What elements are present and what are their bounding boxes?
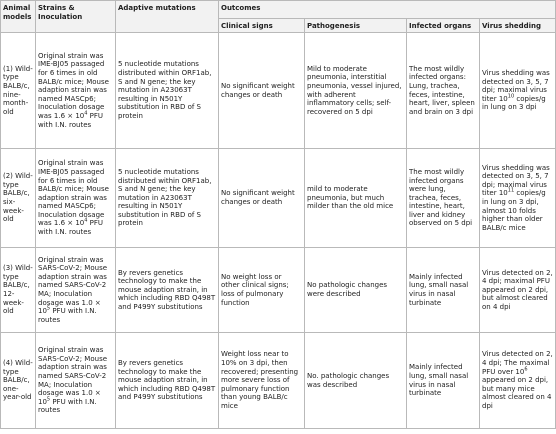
table-row	[1, 248, 556, 333]
cell-organs: Mainly infected lung, small nasal virus in nasal turbinate	[407, 333, 480, 429]
cell-pathogenesis: mild to moderate pneumonia, but much milder than the old mice	[305, 149, 407, 248]
header-outcomes: Outcomes	[219, 1, 556, 19]
cell-clinical: No weight loss or other clinical signs; loss of pulmonary function	[219, 248, 305, 333]
header-virus-shedding: Virus shedding	[480, 19, 556, 33]
table-row	[1, 333, 556, 429]
cell-organs: The most wildly infected organs were lung, trachea, feces, intestine, heart, liver and kidney observed on 5 dpi	[407, 149, 480, 248]
cell-organs: The most wildly infected organs: Lung, trachea, feces, intestine, heart, liver, spleen and brain on 3 dpi	[407, 33, 480, 149]
header-infected-organs: Infected organs	[407, 19, 480, 33]
header-pathogenesis: Pathogenesis	[305, 19, 407, 33]
header-strains: Strains & Inoculation	[36, 1, 116, 33]
cell-clinical: No significant weight changes or death	[219, 33, 305, 149]
header-clinical-signs: Clinical signs	[219, 19, 305, 33]
table-row	[1, 33, 556, 149]
cell-model: (1) Wild-type BALB/c, nine-month-old	[1, 33, 36, 149]
cell-mutations: By revers genetics technology to make the mouse adaption strain, in which including RBD Q498T and P499Y substitutions	[116, 333, 219, 429]
cell-model: (3) Wild-type BALB/c, 12-week-old	[1, 248, 36, 333]
header-animal-models: Animal models	[1, 1, 36, 33]
cell-pathogenesis: Mild to moderate pneumonia, interstitial pneumonia, vessel injured, with adherent inflammatory cells; self-recovered on 5 dpi	[305, 33, 407, 149]
cell-mutations: 5 nucleotide mutations distributed within ORF1ab, S and N gene; the key mutation in A23063T resulting in N501Y substitution in RBD of S protein	[116, 149, 219, 248]
header-row	[1, 1, 556, 19]
cell-model: (4) Wild-type BALB/c, one-year-old	[1, 333, 36, 429]
cell-mutations: By revers genetics technology to make the mouse adaption strain, in which including RBD Q498T and P499Y substitutions	[116, 248, 219, 333]
cell-shedding: Virus detected on 2, 4 dpi; maximal PFU appeared on 2 dpi, but almost cleared on 4 dpi	[480, 248, 556, 333]
cell-shedding: Virus shedding was detected on 3, 5, 7 dpi; maximal virus titer $10^{11}$ copies/g in lung on 3 dpi, almost 10 folds higher than older BALB/c mice	[480, 149, 556, 248]
table-row	[1, 149, 556, 248]
cell-strain: Original strain was IME-BJ05 passaged for 6 times in old BALB/c mice; Mouse adaption strain was named MASCp6; Inoculation dosage was $1.6 \times 10^4$ PFU with I.N. routes	[36, 33, 116, 149]
header-adaptive-mutations: Adaptive mutations	[116, 1, 219, 33]
cell-strain: Original strain was SARS-CoV-2; Mouse adaption strain was named SARS-CoV-2 MA; Inoculation dosage was $1.0 \times 10^5$ PFU with I.N. routes	[36, 333, 116, 429]
cell-clinical: No significant weight changes or death	[219, 149, 305, 248]
cell-clinical: Weight loss near to 10% on 3 dpi, then recovered; presenting more severe loss of pulmonary function than young BALB/c mice	[219, 333, 305, 429]
cell-pathogenesis: No pathologic changes were described	[305, 248, 407, 333]
cell-strain: Original strain was SARS-CoV-2; Mouse adaption strain was named SARS-CoV-2 MA; Inoculation dosage was $1.0 \times 10^5$ PFU with I.N. routes	[36, 248, 116, 333]
cell-pathogenesis: No. pathologic changes was described	[305, 333, 407, 429]
cell-mutations: 5 nucleotide mutations distributed within ORF1ab, S and N gene; the key mutation in A23063T resulting in N501Y substitution in RBD of S protein	[116, 33, 219, 149]
cell-shedding: Virus shedding was detected on 3, 5, 7 dpi; maximal virus titer $10^{10}$ copies/g in lung on 3 dpi	[480, 33, 556, 149]
cell-strain: Original strain was IME-BJ05 passaged for 6 times in old BALB/c mice; Mouse adaption strain was named MASCp6; Inoculation dosage was $1.6 \times 10^4$ PFU with I.N. routes	[36, 149, 116, 248]
cell-shedding: Virus detected on 2, 4 dpi; The maximal PFU over $10^6$ appeared on 2 dpi, but many mice almost cleared on 4 dpi	[480, 333, 556, 429]
cell-organs: Mainly infected lung, small nasal virus in nasal turbinate	[407, 248, 480, 333]
cell-model: (2) Wild-type BALB/c, six-week-old	[1, 149, 36, 248]
